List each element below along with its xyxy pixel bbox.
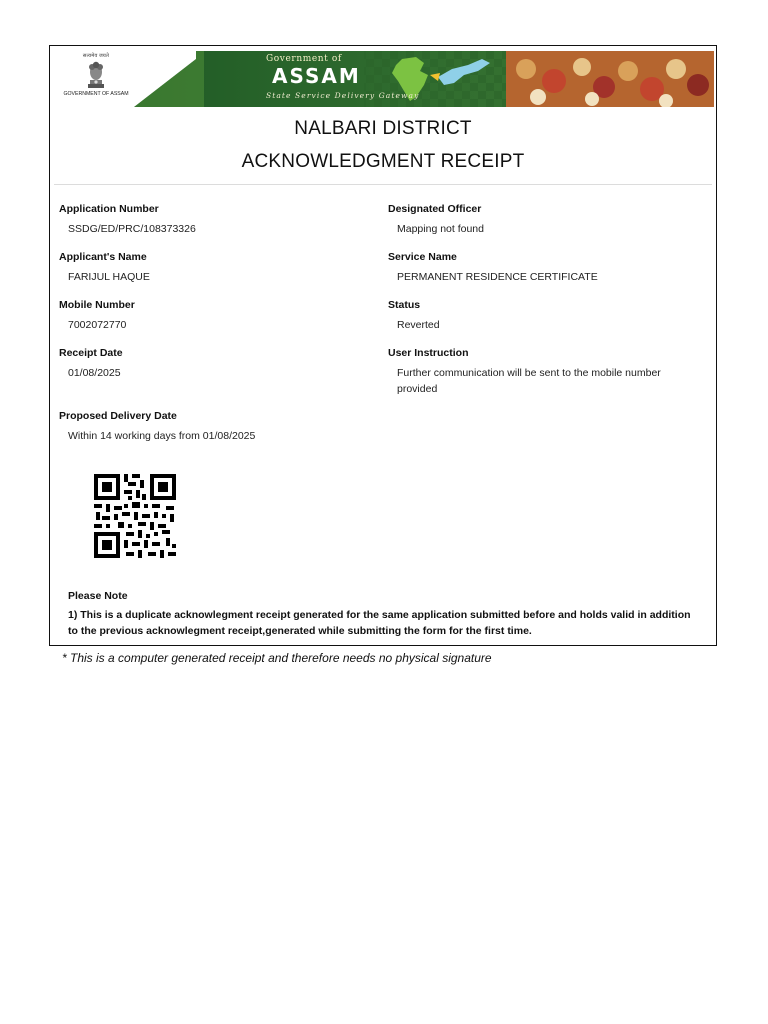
proposed-delivery-date-field bbox=[59, 410, 255, 444]
qr-code-icon bbox=[92, 472, 178, 560]
banner-graphic bbox=[134, 51, 714, 107]
user-instruction-label: User Instruction bbox=[388, 347, 469, 359]
mobile-number-value: 7002072770 bbox=[68, 319, 127, 331]
receipt-card bbox=[49, 45, 717, 646]
note-title: Please Note bbox=[68, 590, 128, 602]
proposed-delivery-date-label: Proposed Delivery Date bbox=[59, 410, 177, 422]
receipt-date-value: 01/08/2025 bbox=[68, 367, 121, 379]
note-text: 1) This is a duplicate acknowlegment receipt generated for the same application submitted before and holds valid in addition to the previous acknowlegment receipt,generated while submitting the form for the first time. bbox=[68, 609, 691, 637]
ashoka-emblem-icon bbox=[85, 60, 107, 90]
user-instruction-value: Further communication will be sent to the mobile number provided bbox=[397, 367, 661, 395]
banner-state-name: ASSAM bbox=[272, 64, 361, 88]
designated-officer-field bbox=[388, 203, 688, 237]
designated-officer-label: Designated Officer bbox=[388, 203, 482, 215]
receipt-date-field bbox=[59, 347, 123, 381]
application-number-value: SSDG/ED/PRC/108373326 bbox=[68, 223, 196, 235]
banner-gateway-title: State Service Delivery Gateway bbox=[266, 91, 420, 100]
service-name-field bbox=[388, 251, 688, 285]
status-value: Reverted bbox=[397, 319, 440, 331]
application-number-label: Application Number bbox=[59, 203, 159, 215]
district-name: NALBARI DISTRICT bbox=[294, 118, 472, 139]
document-title: ACKNOWLEDGMENT RECEIPT bbox=[241, 151, 525, 172]
footer-disclaimer: * This is a computer generated receipt and therefore needs no physical signature bbox=[62, 651, 492, 665]
emblem-caption: GOVERNMENT OF ASSAM bbox=[63, 91, 129, 97]
proposed-delivery-date-value: Within 14 working days from 01/08/2025 bbox=[68, 430, 256, 442]
government-emblem bbox=[58, 51, 134, 107]
receipt-date-label: Receipt Date bbox=[59, 347, 123, 359]
status-field bbox=[388, 299, 688, 333]
applicant-name-field bbox=[59, 251, 150, 285]
status-label: Status bbox=[388, 299, 421, 311]
user-instruction-field bbox=[388, 347, 688, 397]
mobile-number-field bbox=[59, 299, 135, 333]
applicant-name-value: FARIJUL HAQUE bbox=[68, 271, 150, 283]
emblem-motto: सत्यमेव जयते bbox=[82, 53, 110, 59]
service-name-label: Service Name bbox=[388, 251, 457, 263]
header-banner bbox=[54, 51, 714, 107]
application-number-field bbox=[59, 203, 196, 237]
designated-officer-value: Mapping not found bbox=[397, 223, 484, 235]
applicant-name-label: Applicant's Name bbox=[59, 251, 147, 263]
header-divider bbox=[54, 184, 712, 185]
mobile-number-label: Mobile Number bbox=[59, 299, 135, 311]
banner-government-of: Government of bbox=[266, 54, 342, 64]
service-name-value: PERMANENT RESIDENCE CERTIFICATE bbox=[397, 271, 598, 283]
